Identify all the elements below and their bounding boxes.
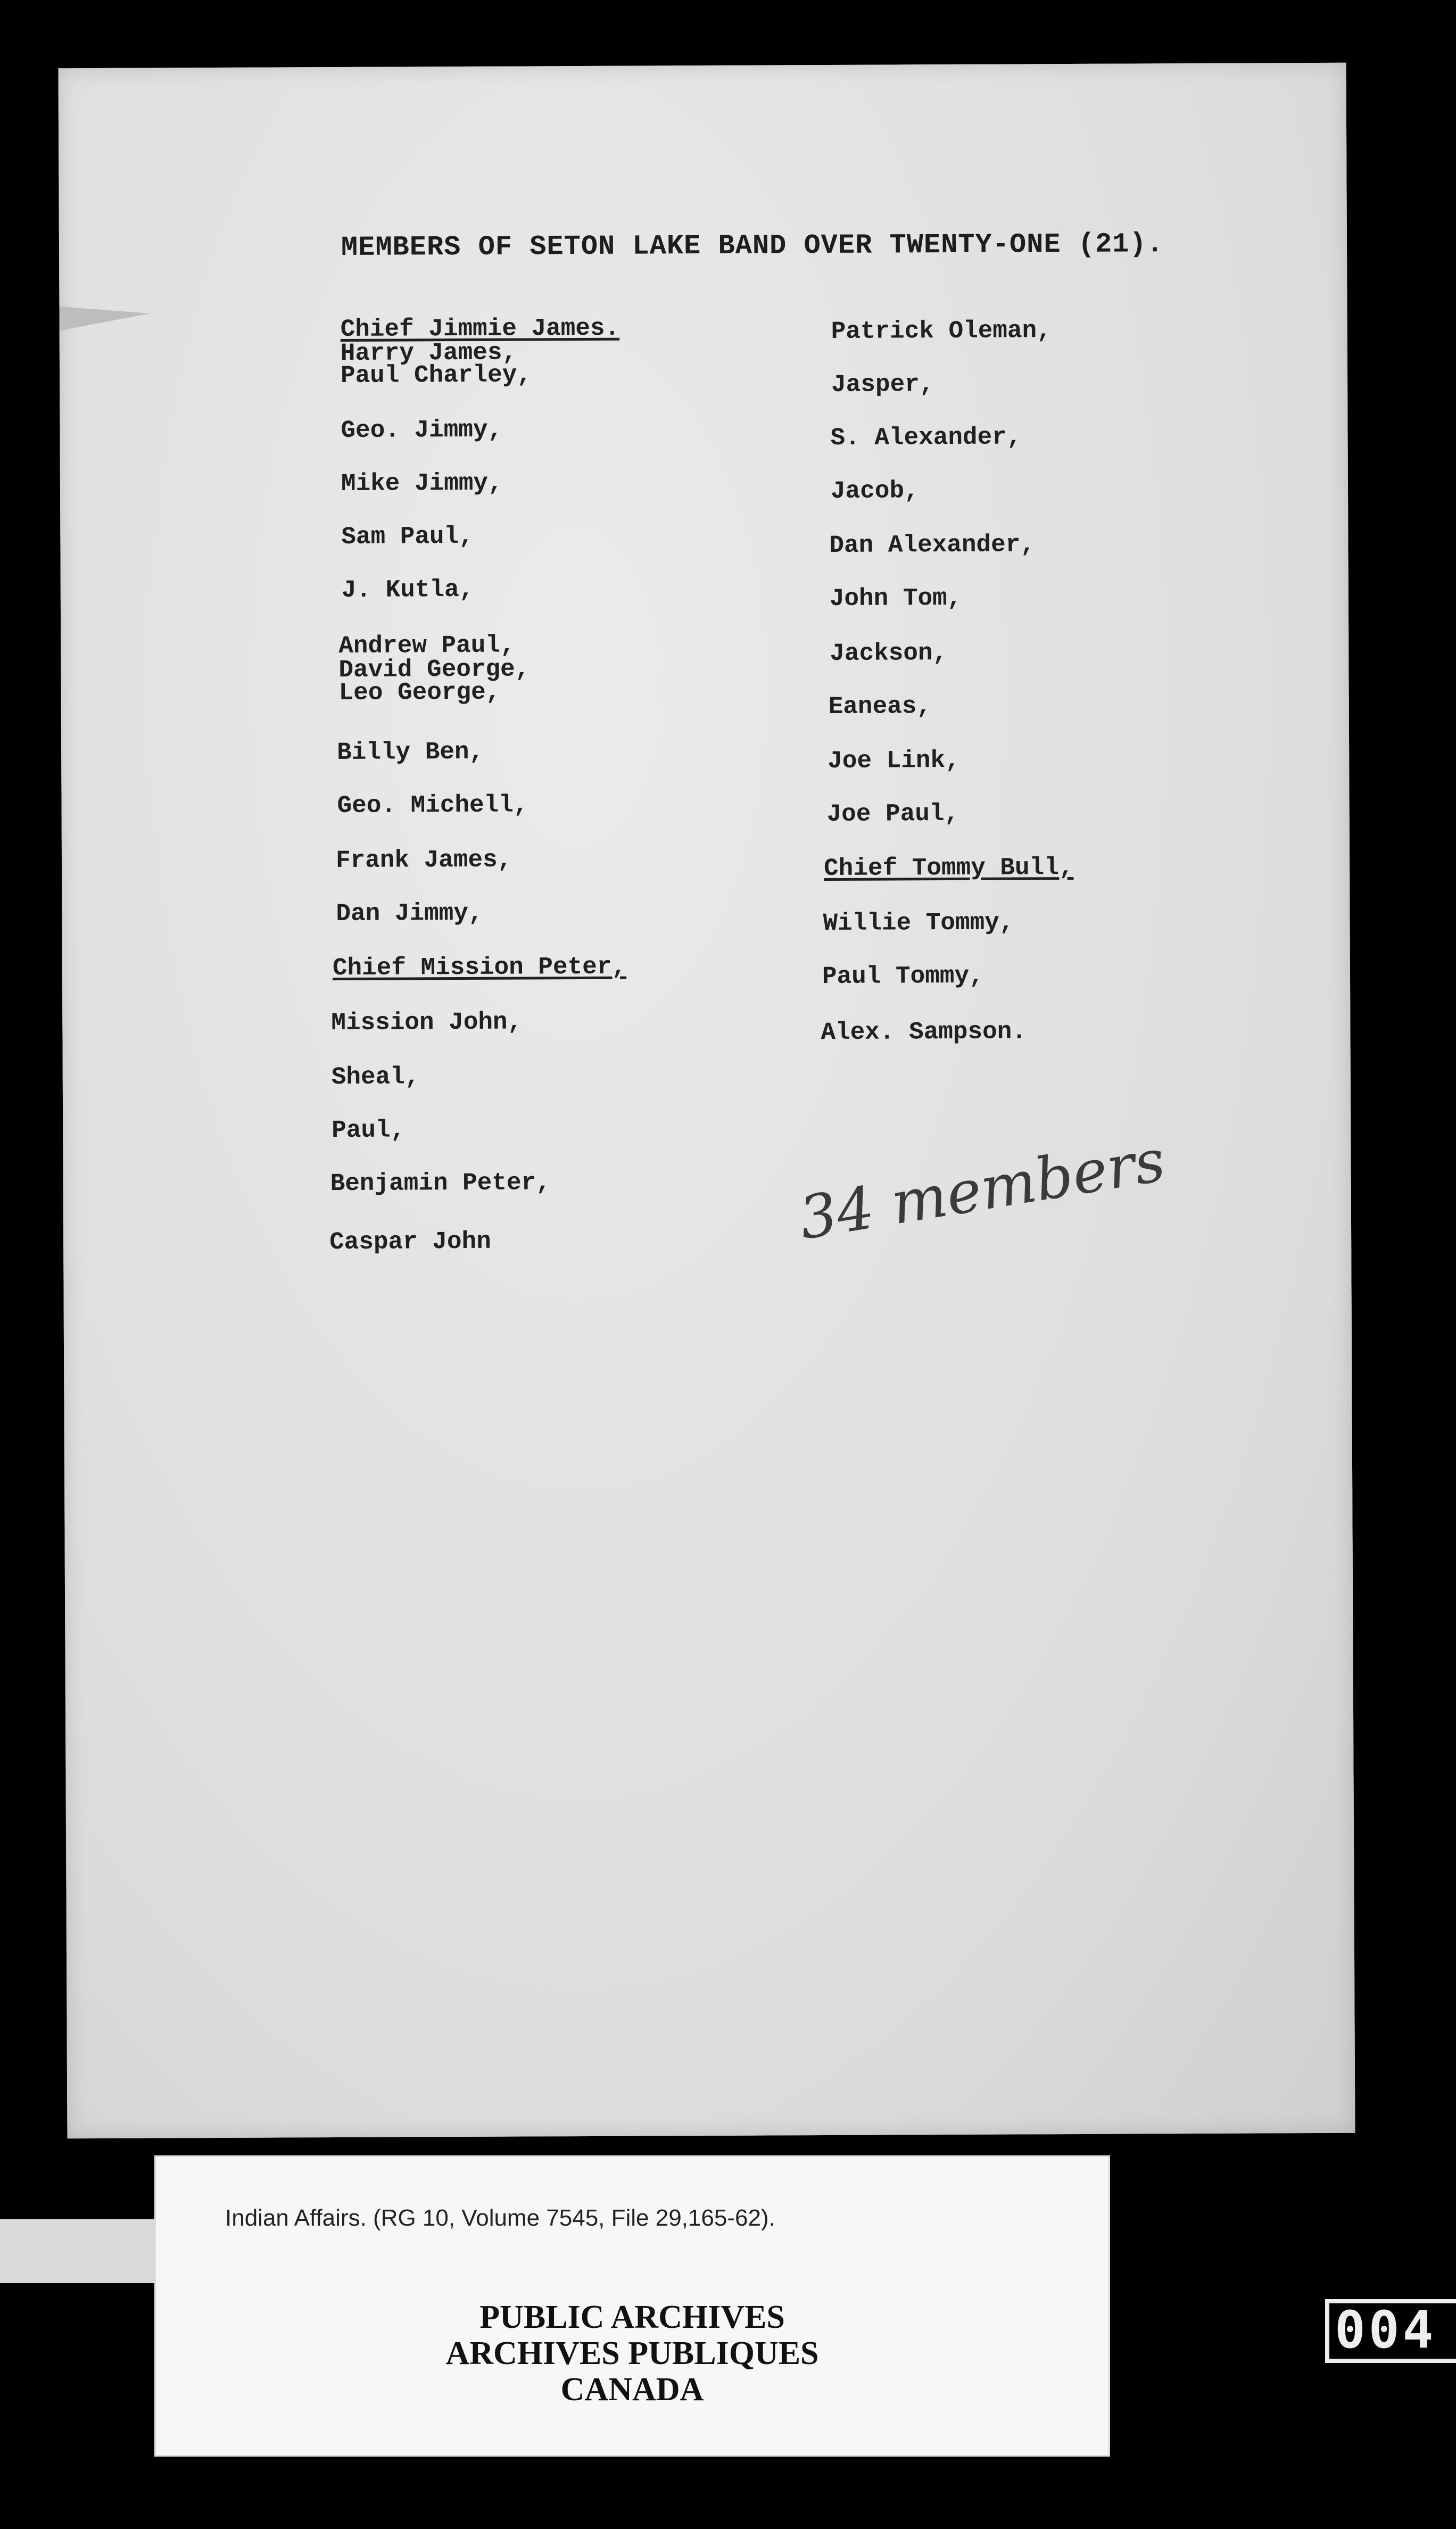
left-name-4: Geo. Jimmy,	[341, 416, 503, 444]
left-name-18: Paul,	[332, 1116, 406, 1145]
left-name-20: Caspar John	[329, 1227, 491, 1257]
left-name-15: Chief Mission Peter,	[332, 953, 627, 982]
right-name-7: Jackson,	[830, 639, 948, 667]
document-page	[59, 63, 1355, 2139]
left-name-13: Frank James,	[335, 846, 512, 875]
right-name-1: Patrick Oleman,	[831, 317, 1052, 345]
left-name-19: Benjamin Peter,	[330, 1169, 551, 1198]
left-name-11: Billy Ben,	[337, 738, 484, 767]
left-name-3: Paul Charley,	[340, 361, 532, 390]
handwritten-note: 34 members	[794, 1126, 1170, 1253]
right-name-6: John Tom,	[829, 584, 962, 613]
left-name-10: Leo George,	[338, 678, 501, 707]
pin-icon	[59, 297, 150, 335]
archive-label	[154, 2155, 1110, 2457]
right-name-12: Willie Tommy,	[823, 908, 1014, 938]
left-name-9: David George,	[338, 655, 530, 684]
frame-counter: 004	[1325, 2299, 1456, 2363]
left-name-7: J. Kutla,	[341, 575, 474, 604]
right-name-8: Eaneas,	[828, 692, 932, 721]
right-name-10: Joe Paul,	[826, 799, 959, 829]
document-title: MEMBERS OF SETON LAKE BAND OVER TWENTY-ONE (21).	[341, 228, 1164, 263]
left-name-8: Andrew Paul,	[338, 631, 515, 660]
left-name-16: Mission John,	[331, 1008, 523, 1037]
file-reference: Indian Affairs. (RG 10, Volume 7545, File 29,165-62).	[225, 2205, 775, 2231]
right-name-2: Jasper,	[831, 370, 934, 399]
left-name-2: Harry James,	[340, 338, 517, 367]
left-name-6: Sam Paul,	[341, 522, 474, 551]
left-name-5: Mike Jimmy,	[341, 469, 503, 498]
right-name-13: Paul Tommy,	[822, 962, 984, 991]
archive-label-line3: CANADA	[560, 2371, 704, 2408]
left-name-12: Geo. Michell,	[337, 791, 528, 820]
right-name-14: Alex. Sampson.	[821, 1018, 1027, 1047]
right-name-3: S. Alexander,	[830, 423, 1022, 452]
left-name-17: Sheal,	[331, 1063, 420, 1092]
archive-label-line2: ARCHIVES PUBLIQUES	[445, 2335, 819, 2371]
right-name-9: Joe Link,	[828, 746, 960, 775]
right-name-4: Jacob,	[830, 477, 919, 505]
archive-label-line1: PUBLIC ARCHIVES	[479, 2299, 785, 2335]
label-strip-left	[0, 2219, 154, 2283]
left-name-1: Chief Jimmie James.	[340, 314, 620, 343]
right-name-5: Dan Alexander,	[829, 531, 1036, 559]
left-name-14: Dan Jimmy,	[336, 899, 483, 928]
right-name-11: Chief Tommy Bull,	[823, 853, 1074, 883]
